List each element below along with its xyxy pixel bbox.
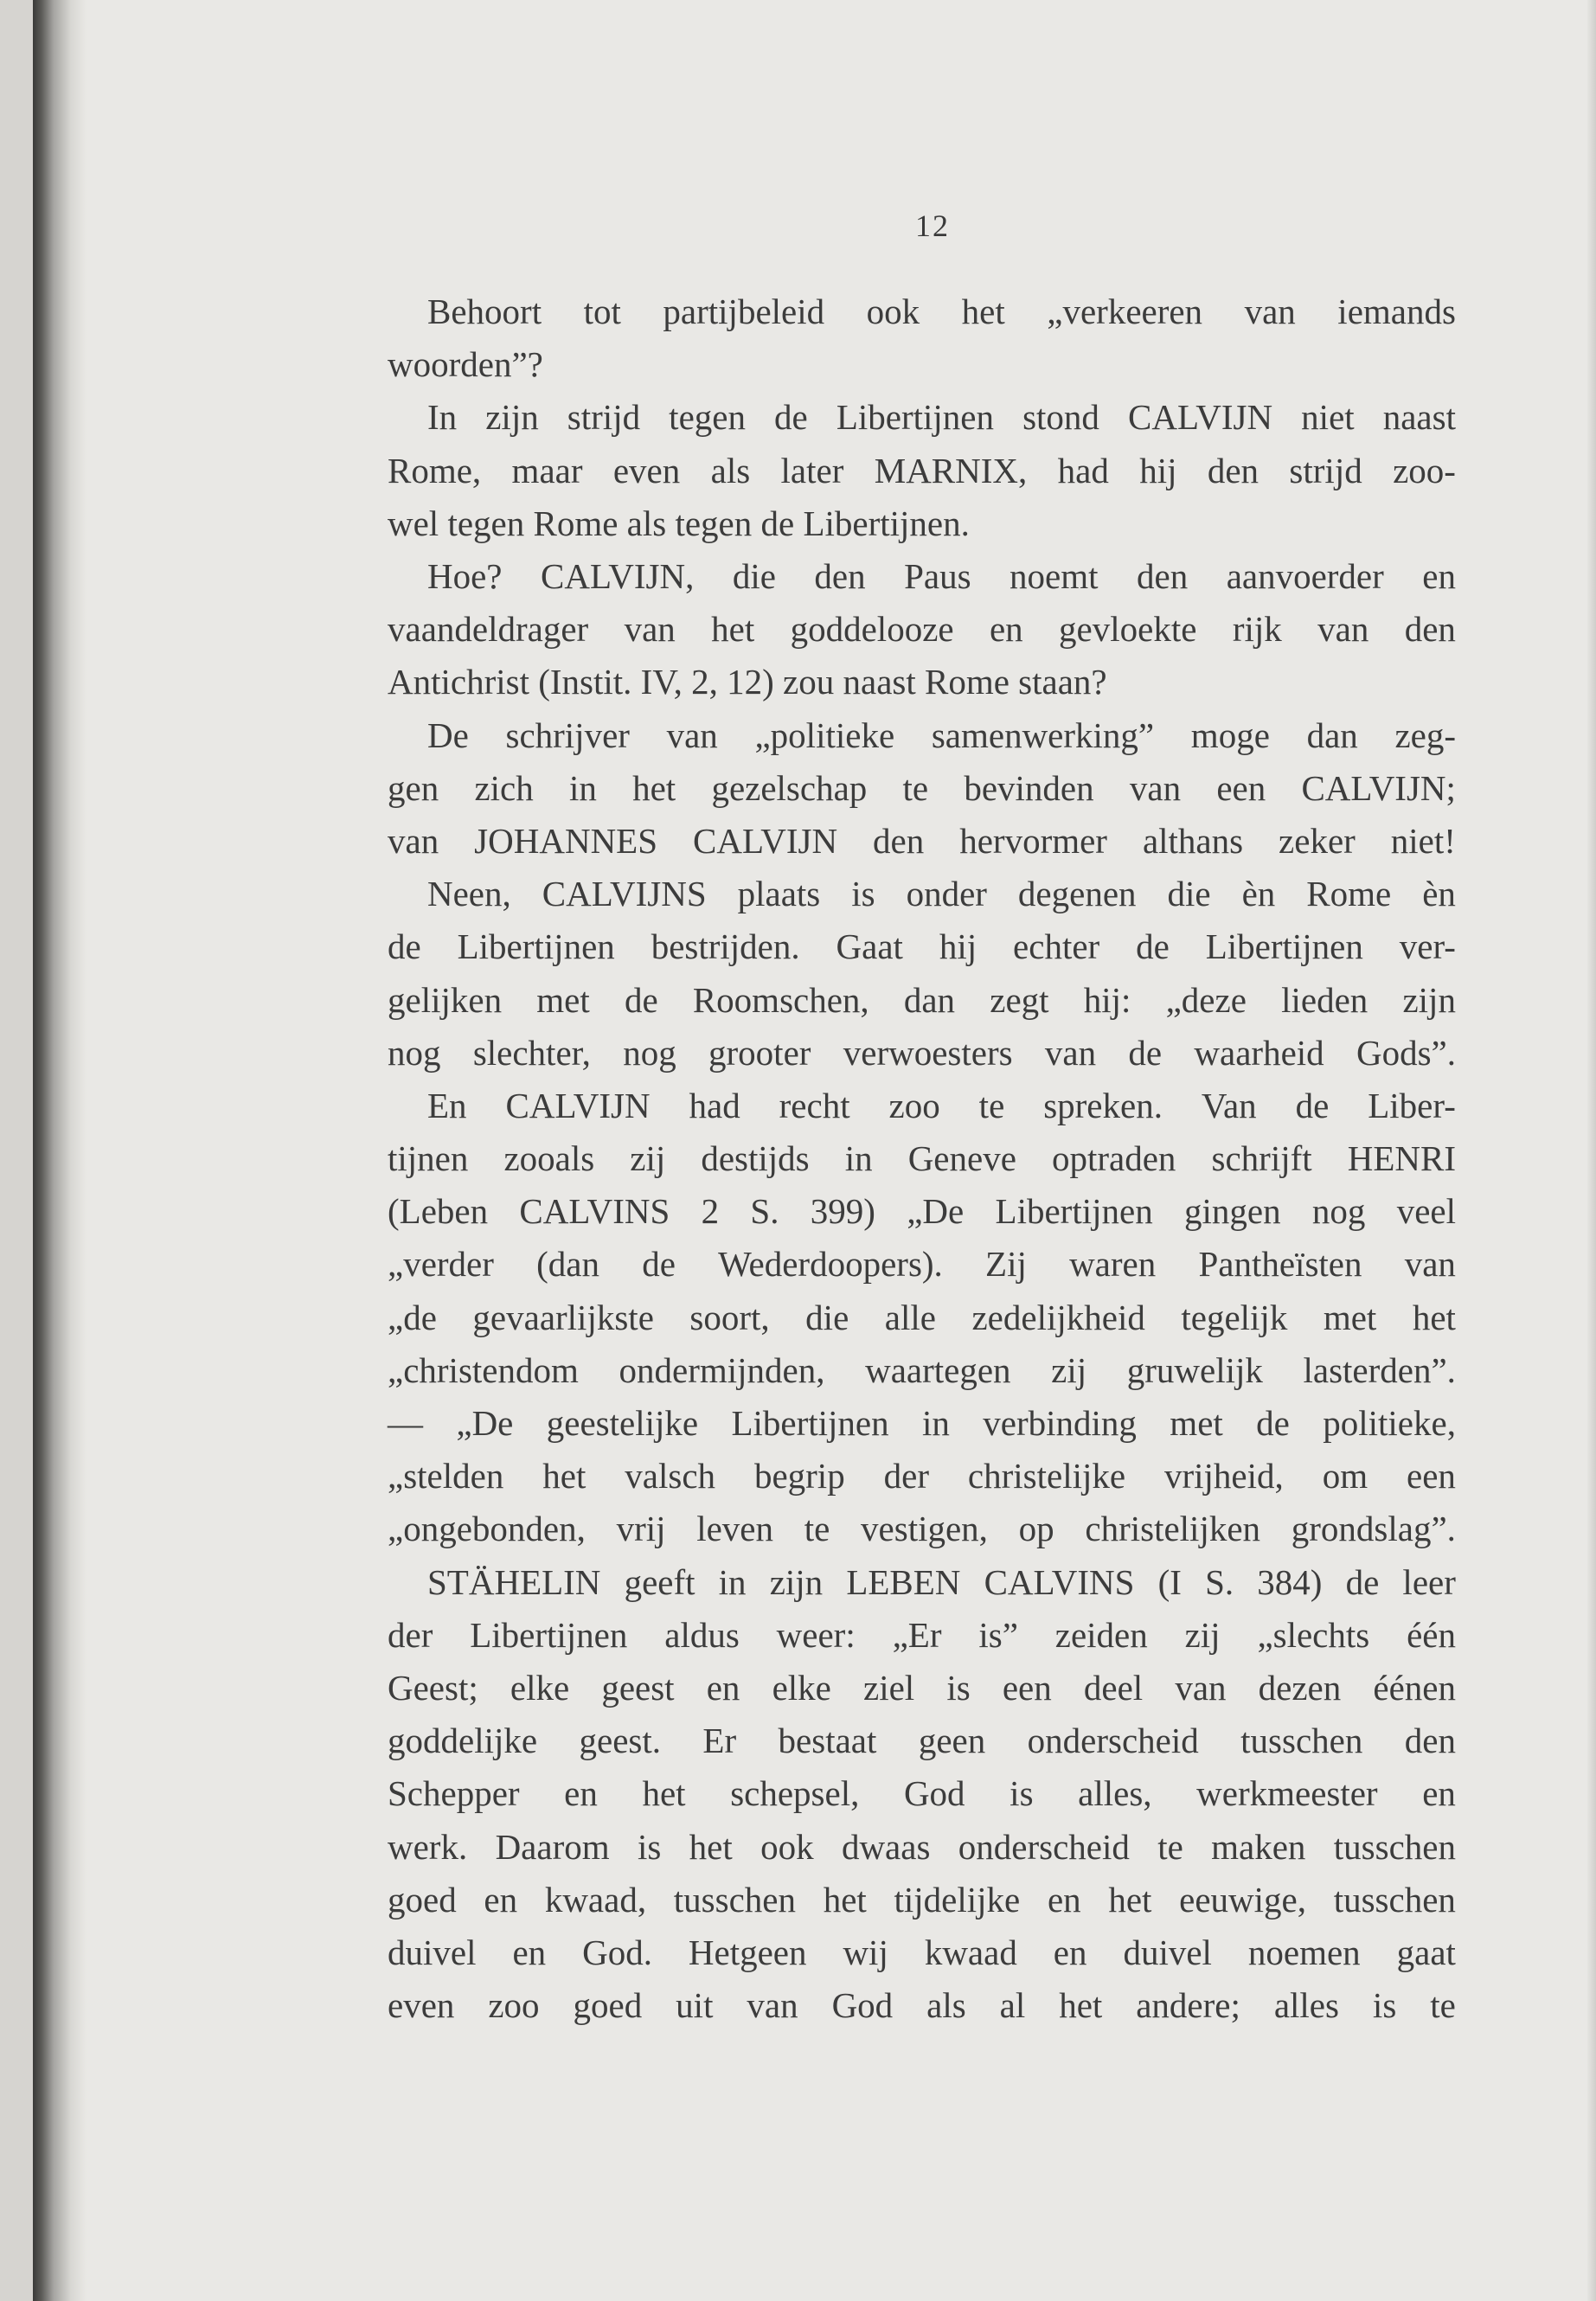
text-line: werk. Daarom is het ook dwaas onderscheid te maken tusschen xyxy=(388,1826,1456,1867)
text-line: In zijn strijd tegen de Libertijnen stond CALVIJN niet naast xyxy=(427,397,1456,438)
text-line: — „De geestelijke Libertijnen in verbinding met de politieke, xyxy=(388,1403,1456,1444)
text-line: (Leben CALVINS 2 S. 399) „De Libertijnen gingen nog veel xyxy=(388,1191,1456,1232)
text-line: „stelden het valsch begrip der christelijke vrijheid, om een xyxy=(388,1456,1456,1497)
text-line: Hoe? CALVIJN, die den Paus noemt den aanvoerder en xyxy=(427,556,1456,597)
text-line: gelijken met de Roomschen, dan zegt hij: „deze lieden zijn xyxy=(388,979,1456,1020)
text-line: duivel en God. Hetgeen wij kwaad en duivel noemen gaat xyxy=(388,1932,1456,1972)
text-line: goed en kwaad, tusschen het tijdelijke en het eeuwige, tusschen xyxy=(388,1879,1456,1920)
text-line: De schrijver van „politieke samenwerking” moge dan zeg- xyxy=(427,715,1456,755)
text-line: „de gevaarlijkste soort, die alle zedelijkheid tegelijk met het xyxy=(388,1297,1456,1337)
book-page xyxy=(33,0,1596,2301)
text-line: Geest; elke geest en elke ziel is een deel van dezen éénen xyxy=(388,1667,1456,1708)
text-line: STÄHELIN geeft in zijn LEBEN CALVINS (I S. 384) de leer xyxy=(427,1561,1456,1602)
text-line: woorden”? xyxy=(388,344,543,385)
text-line: Schepper en het schepsel, God is alles, werkmeester en xyxy=(388,1773,1456,1814)
text-line: tijnen zooals zij destijds in Geneve optraden schrijft HENRI xyxy=(388,1138,1456,1179)
text-line: Antichrist (Instit. IV, 2, 12) zou naast Rome staan? xyxy=(388,662,1107,702)
page-edge xyxy=(1587,0,1596,2301)
text-line: gen zich in het gezelschap te bevinden van een CALVIJN; xyxy=(388,767,1456,808)
text-line: wel tegen Rome als tegen de Libertijnen. xyxy=(388,503,970,543)
page-number: 12 xyxy=(915,208,950,243)
text-line: Neen, CALVIJNS plaats is onder degenen die èn Rome èn xyxy=(427,874,1456,914)
text-line: „ongebonden, vrij leven te vestigen, op christelijken grondslag”. xyxy=(388,1509,1456,1549)
text-line: Behoort tot partijbeleid ook het „verkeeren van iemands xyxy=(427,292,1456,332)
text-line: even zoo goed uit van God als al het andere; alles is te xyxy=(388,1985,1456,2026)
text-line: der Libertijnen aldus weer: „Er is” zeiden zij „slechts één xyxy=(388,1614,1456,1655)
text-line: Rome, maar even als later MARNIX, had hij den strijd zoo- xyxy=(388,450,1456,490)
text-line: „verder (dan de Wederdoopers). Zij waren Pantheïsten van xyxy=(388,1244,1456,1285)
text-line: de Libertijnen bestrijden. Gaat hij echter de Libertijnen ver- xyxy=(388,926,1456,967)
text-line: vaandeldrager van het goddelooze en gevloekte rijk van den xyxy=(388,609,1456,650)
text-line: nog slechter, nog grooter verwoesters van de waarheid Gods”. xyxy=(388,1032,1456,1073)
text-line: „christendom ondermijnden, waartegen zij gruwelijk lasterden”. xyxy=(388,1349,1456,1390)
binding-shadow xyxy=(33,0,87,2301)
text-line: goddelijke geest. Er bestaat geen onderscheid tusschen den xyxy=(388,1721,1456,1761)
text-line: van JOHANNES CALVIJN den hervormer althans zeker niet! xyxy=(388,820,1456,861)
body-text xyxy=(388,285,1456,2032)
text-line: En CALVIJN had recht zoo te spreken. Van de Liber- xyxy=(427,1085,1456,1125)
